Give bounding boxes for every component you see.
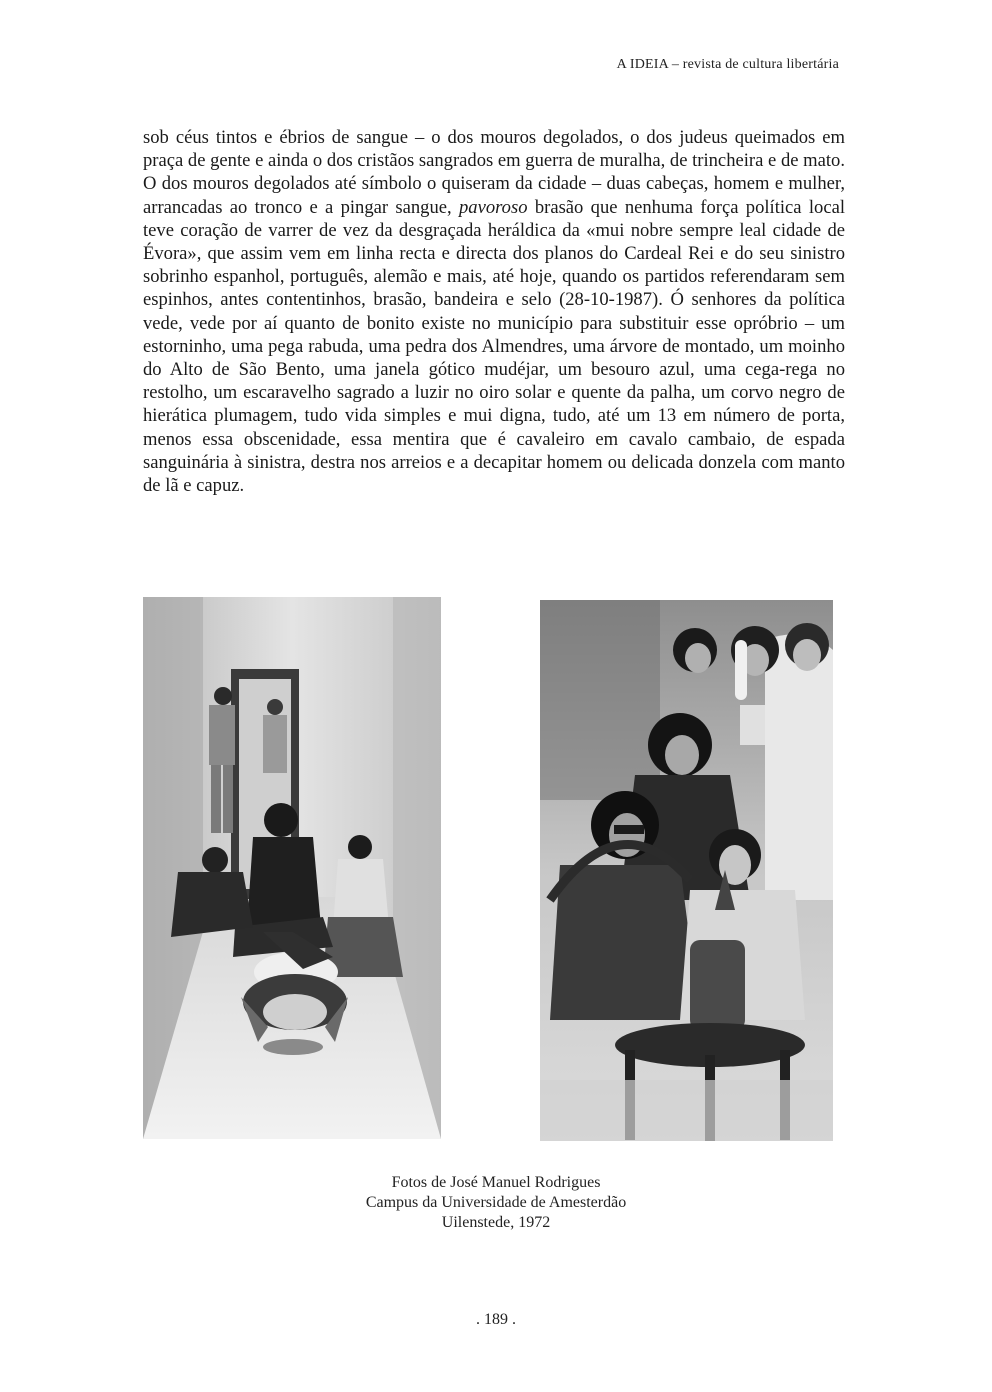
article-italic-word: pavoroso [458,196,528,218]
caption-line-date: Uilenstede, 1972 [441,1214,551,1231]
running-header: A IDEIA – revista de cultura libertária [616,57,839,72]
article-body [143,126,845,497]
photo-group-corridor [143,597,441,1139]
caption-line-place: Campus da Universidade de Amesterdão [365,1194,627,1211]
article-text-part-1: sob céus tintos e ébrios de sangue – o dos mouros degolados, o dos judeus queimados em praça de gente e ainda o dos cristãos sangrados em guerra de muralha, de trincheira e de mato. O dos mouros degolados até símbolo o quiseram da cidade – duas cabeças, homem e mulher, arrancadas ao tronco e a pingar sangue, [143,127,845,218]
page-number: . 189 . [476,1311,516,1328]
caption-line-credit: Fotos de José Manuel Rodrigues [391,1174,601,1191]
photo-group-portrait [540,600,833,1141]
photo-caption [0,1173,992,1233]
article-text-part-2: brasão que nenhuma força política local teve coração de varrer de vez da desgraçada heráldica da «mui nobre sempre leal cidade de Évora», que assim vem em linha recta e directa dos planos do Cardeal Rei e do seu sinistro sobrinho espanhol, português, alemão e mais, até hoje, quando os partidos referendaram sem espinhos, antes contentinhos, brasão, bandeira e selo (28-10-1987). Ó senhores da política vede, vede por aí quanto de bonito existe no município para substituir esse opróbrio – um estorninho, uma pega rabuda, uma pedra dos Almendres, uma árvore de montado, um moinho do Alto de São Bento, uma janela gótico mudéjar, um besouro azul, uma cega-rega no restolho, um escaravelho sagrado a luzir no oiro solar e quente da palha, um corvo negro de hierática plumagem, tudo vida simples e mui digna, tudo, até um 13 em número de porta, menos essa obscenidade, essa mentira que é cavaleiro em cavalo cambaio, de espada sanguinária à sinistra, destra nos arreios e a decapitar homem ou delicada donzela com manto de lã e capuz. [143,196,845,497]
